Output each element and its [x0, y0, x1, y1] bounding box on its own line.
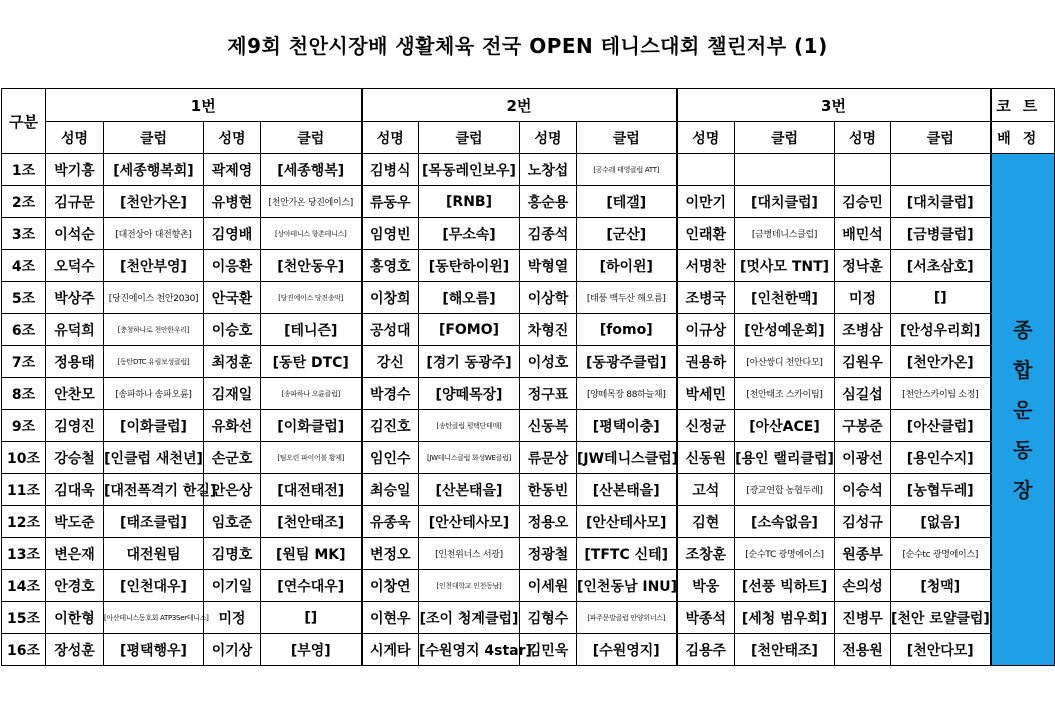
player-club: [양떼목장 88하늘채] — [577, 378, 677, 410]
player-name: 강신 — [362, 346, 419, 378]
name-header: 성명 — [204, 122, 261, 154]
page-title: 제9회 천안시장배 생활체육 전국 OPEN 테니스대회 챌린저부 (1) — [227, 33, 828, 58]
player-name: 박형열 — [520, 250, 577, 282]
player-club: [인천동남 INU] — [577, 570, 677, 602]
player-club: [목동레인보우] — [419, 154, 520, 186]
player-club: [천안태조] — [735, 634, 835, 666]
player-name: 노창섭 — [520, 154, 577, 186]
player-name: 유덕희 — [46, 314, 104, 346]
player-name: 이기일 — [204, 570, 261, 602]
player-club — [891, 154, 991, 186]
name-header: 성명 — [677, 122, 735, 154]
player-name: 이창희 — [362, 282, 419, 314]
player-name: 조병국 — [677, 282, 735, 314]
player-name: 이규상 — [677, 314, 735, 346]
player-name: 박세민 — [677, 378, 735, 410]
player-name: 공성대 — [362, 314, 419, 346]
player-name: 홍영호 — [362, 250, 419, 282]
table-row — [2, 154, 1055, 186]
player-name: 정구표 — [520, 378, 577, 410]
player-name: 류동우 — [362, 186, 419, 218]
player-club: [테니즌] — [261, 314, 362, 346]
player-club: [대전폭격기 한길] — [104, 474, 204, 506]
player-club: [용인수지] — [891, 442, 991, 474]
player-name: 구봉준 — [835, 410, 891, 442]
player-club: [수원영지] — [577, 634, 677, 666]
group-label: 6조 — [2, 314, 46, 346]
court-assign-header-bottom: 배정 — [991, 122, 1055, 154]
player-name: 변은재 — [46, 538, 104, 570]
player-club: [천안 로얄클럽] — [891, 602, 991, 634]
player-club: [용인 랠리클럽] — [735, 442, 835, 474]
club-header: 클럽 — [577, 122, 677, 154]
player-club: [천안태조] — [261, 506, 362, 538]
group-label: 5조 — [2, 282, 46, 314]
player-name: 김민욱 — [520, 634, 577, 666]
player-name: 이세원 — [520, 570, 577, 602]
player-name: 박경수 — [362, 378, 419, 410]
player-club: [금병클럽] — [891, 218, 991, 250]
player-club: [인천위너스 서광] — [419, 538, 520, 570]
player-name: 이기상 — [204, 634, 261, 666]
player-club: [농협두레] — [891, 474, 991, 506]
player-name: 신정균 — [677, 410, 735, 442]
player-club: [금병테니스클럽] — [735, 218, 835, 250]
player-name: 손군호 — [204, 442, 261, 474]
player-club: [양떼목장] — [419, 378, 520, 410]
player-name: 배민석 — [835, 218, 891, 250]
player-club: [인클럽 새천년] — [104, 442, 204, 474]
group-label: 7조 — [2, 346, 46, 378]
table-row — [2, 314, 1055, 346]
player-name: 심길섭 — [835, 378, 891, 410]
table-row — [2, 346, 1055, 378]
player-name: 신동원 — [677, 442, 735, 474]
player-club: [멋사모 TNT] — [735, 250, 835, 282]
player-club: [조이 청계클럽] — [419, 602, 520, 634]
player-name: 김종석 — [520, 218, 577, 250]
player-club: [없음] — [891, 506, 991, 538]
player-club: [세종행복회] — [104, 154, 204, 186]
player-club: [당진에이스 당진송악] — [261, 282, 362, 314]
player-club: [아산쌍디 천안다모] — [735, 346, 835, 378]
player-club: [대전상아 대전향촌] — [104, 218, 204, 250]
player-club: [아산클럽] — [891, 410, 991, 442]
bracket-table — [1, 88, 1055, 666]
player-name: 박종석 — [677, 602, 735, 634]
player-club — [735, 154, 835, 186]
player-name: 박상주 — [46, 282, 104, 314]
player-club: [하이윈] — [577, 250, 677, 282]
club-header: 클럽 — [891, 122, 991, 154]
player-name: 이성호 — [520, 346, 577, 378]
club-header: 클럽 — [261, 122, 362, 154]
court-venue-cell — [991, 154, 1055, 666]
player-name: 손의성 — [835, 570, 891, 602]
player-club: [천안스카이팀 소정] — [891, 378, 991, 410]
player-name: 정용오 — [520, 506, 577, 538]
group-label: 11조 — [2, 474, 46, 506]
player-club: [이화클럽] — [104, 410, 204, 442]
player-club: [동탄 DTC] — [261, 346, 362, 378]
player-name: 곽제영 — [204, 154, 261, 186]
player-club: [소속없음] — [735, 506, 835, 538]
player-club: [세청 범우회] — [735, 602, 835, 634]
player-name: 미정 — [204, 602, 261, 634]
player-name: 고석 — [677, 474, 735, 506]
player-club: [동탄하이윈] — [419, 250, 520, 282]
player-name: 김진호 — [362, 410, 419, 442]
player-club: [인천한맥] — [735, 282, 835, 314]
player-name: 임호준 — [204, 506, 261, 538]
player-club: [아산ACE] — [735, 410, 835, 442]
player-club: [JW테니스클럽] — [577, 442, 677, 474]
player-club: [] — [261, 602, 362, 634]
player-name: 유종욱 — [362, 506, 419, 538]
player-club: [동광주클럽] — [577, 346, 677, 378]
player-name: 강승철 — [46, 442, 104, 474]
player-club: [세종행복] — [261, 154, 362, 186]
player-club: [부영] — [261, 634, 362, 666]
name-header: 성명 — [835, 122, 891, 154]
table-row — [2, 378, 1055, 410]
player-name: 전용원 — [835, 634, 891, 666]
player-club: [] — [891, 282, 991, 314]
player-club: [천안다모] — [891, 634, 991, 666]
player-name — [835, 154, 891, 186]
player-name: 김규문 — [46, 186, 104, 218]
player-club: [대전태전] — [261, 474, 362, 506]
group-label: 8조 — [2, 378, 46, 410]
player-club: [연수대우] — [261, 570, 362, 602]
player-club: [천안가온] — [104, 186, 204, 218]
court-venue-char: 종 — [1013, 317, 1033, 342]
player-name: 최정훈 — [204, 346, 261, 378]
table-row — [2, 634, 1055, 666]
player-club: [서초삼호] — [891, 250, 991, 282]
player-club: [태풍 백두산 해오름] — [577, 282, 677, 314]
player-club: [인천대학교 인천동남] — [419, 570, 520, 602]
table-row — [2, 570, 1055, 602]
player-club: [팀오린 파이어볼 황제] — [261, 442, 362, 474]
player-name: 오덕수 — [46, 250, 104, 282]
group-label: 2조 — [2, 186, 46, 218]
player-name: 조창훈 — [677, 538, 735, 570]
player-club: [fomo] — [577, 314, 677, 346]
player-club: [경기 동광주] — [419, 346, 520, 378]
court-venue-char: 합 — [1013, 357, 1033, 382]
group-label: 3조 — [2, 218, 46, 250]
group-label: 16조 — [2, 634, 46, 666]
player-name: 조병삼 — [835, 314, 891, 346]
court-venue-char: 장 — [1013, 477, 1033, 502]
player-name: 한동빈 — [520, 474, 577, 506]
court-venue-char: 동 — [1013, 437, 1033, 462]
player-name: 안국환 — [204, 282, 261, 314]
player-club: [선풍 빅하트] — [735, 570, 835, 602]
table-row — [2, 410, 1055, 442]
player-name: 홍순용 — [520, 186, 577, 218]
table-row — [2, 218, 1055, 250]
player-club: [산본태을] — [419, 474, 520, 506]
table-row — [2, 538, 1055, 570]
table-row — [2, 602, 1055, 634]
player-name: 김영배 — [204, 218, 261, 250]
court-3-header: 3번 — [677, 89, 991, 122]
player-name: 차형진 — [520, 314, 577, 346]
player-club: [안성예운회] — [735, 314, 835, 346]
player-club: [대치클럽] — [891, 186, 991, 218]
player-name: 이석순 — [46, 218, 104, 250]
player-club: [송탄클럽 평택단테매] — [419, 410, 520, 442]
player-name: 김승민 — [835, 186, 891, 218]
name-header: 성명 — [520, 122, 577, 154]
player-club: [아산테니스동호회 ATP3Ser테니스] — [104, 602, 204, 634]
player-club: [군산] — [577, 218, 677, 250]
player-name: 인래환 — [677, 218, 735, 250]
player-club: [FOMO] — [419, 314, 520, 346]
player-name: 김명호 — [204, 538, 261, 570]
player-name: 변정오 — [362, 538, 419, 570]
player-club: [JW테니스클럽 화성WE클럽] — [419, 442, 520, 474]
player-club: [당진에이스 천안2030] — [104, 282, 204, 314]
player-name: 원종부 — [835, 538, 891, 570]
player-club: [공수레 태영클럽 ATT] — [577, 154, 677, 186]
table-row — [2, 474, 1055, 506]
player-club: [송파하나 오륜클럽] — [261, 378, 362, 410]
club-header: 클럽 — [735, 122, 835, 154]
player-name: 이광선 — [835, 442, 891, 474]
player-club: [순수tc 광명에이스] — [891, 538, 991, 570]
player-club: [안산테사모] — [577, 506, 677, 538]
player-club: [파주문발클럽 안양위너스] — [577, 602, 677, 634]
bracket-body — [2, 154, 1055, 666]
name-header: 성명 — [362, 122, 419, 154]
player-name: 유화선 — [204, 410, 261, 442]
player-club: [TFTC 신테] — [577, 538, 677, 570]
player-club: [평택이충] — [577, 410, 677, 442]
player-name: 미정 — [835, 282, 891, 314]
player-name: 박기흥 — [46, 154, 104, 186]
player-name: 김영진 — [46, 410, 104, 442]
player-club: [상아테니스 향촌테니스] — [261, 218, 362, 250]
player-name: 안찬모 — [46, 378, 104, 410]
group-label: 15조 — [2, 602, 46, 634]
player-name: 권용하 — [677, 346, 735, 378]
player-club: [무소속] — [419, 218, 520, 250]
name-header: 성명 — [46, 122, 104, 154]
player-club: [광교연합 농협두레] — [735, 474, 835, 506]
player-name: 김형수 — [520, 602, 577, 634]
player-club: [대치클럽] — [735, 186, 835, 218]
player-name: 이한형 — [46, 602, 104, 634]
player-club: [천안동우] — [261, 250, 362, 282]
group-label: 10조 — [2, 442, 46, 474]
player-name: 이상학 — [520, 282, 577, 314]
court-venue-char: 운 — [1013, 397, 1033, 422]
player-club: [충청하나로 천안한우리] — [104, 314, 204, 346]
player-name: 안경호 — [46, 570, 104, 602]
player-club: [안성우리회] — [891, 314, 991, 346]
player-club: [산본태을] — [577, 474, 677, 506]
player-club: [천안가온] — [891, 346, 991, 378]
player-club: [동탄DTC 유림보성클럽] — [104, 346, 204, 378]
player-name: 김원우 — [835, 346, 891, 378]
player-name — [677, 154, 735, 186]
player-club: [RNB] — [419, 186, 520, 218]
group-label: 12조 — [2, 506, 46, 538]
player-club: [인천대우] — [104, 570, 204, 602]
player-club: [천안부영] — [104, 250, 204, 282]
court-2-header: 2번 — [362, 89, 677, 122]
player-name: 최승일 — [362, 474, 419, 506]
player-club: [이화클럽] — [261, 410, 362, 442]
player-name: 이창연 — [362, 570, 419, 602]
player-name: 김병식 — [362, 154, 419, 186]
table-row — [2, 250, 1055, 282]
player-name: 이승석 — [835, 474, 891, 506]
player-name: 장성훈 — [46, 634, 104, 666]
group-header: 구분 — [2, 89, 46, 154]
player-name: 정용태 — [46, 346, 104, 378]
player-club: [청맥] — [891, 570, 991, 602]
player-club: [해오름] — [419, 282, 520, 314]
player-name: 김현 — [677, 506, 735, 538]
player-name: 정광철 — [520, 538, 577, 570]
player-name: 시게타 — [362, 634, 419, 666]
player-club: [평택행우] — [104, 634, 204, 666]
player-name: 이만기 — [677, 186, 735, 218]
player-club: 대전원팀 — [104, 538, 204, 570]
club-header: 클럽 — [104, 122, 204, 154]
player-name: 서명찬 — [677, 250, 735, 282]
player-name: 김용주 — [677, 634, 735, 666]
table-row — [2, 186, 1055, 218]
player-name: 진병무 — [835, 602, 891, 634]
player-name: 김재일 — [204, 378, 261, 410]
player-club: [원팀 MK] — [261, 538, 362, 570]
player-club: [안산테사모] — [419, 506, 520, 538]
player-name: 이응환 — [204, 250, 261, 282]
player-club: [태조클럽] — [104, 506, 204, 538]
player-name: 이승호 — [204, 314, 261, 346]
player-club: [수원영지 4star] — [419, 634, 520, 666]
court-assign-header-top: 코트 — [991, 89, 1055, 122]
player-name: 유병현 — [204, 186, 261, 218]
player-name: 박웅 — [677, 570, 735, 602]
club-header: 클럽 — [419, 122, 520, 154]
court-1-header: 1번 — [46, 89, 362, 122]
table-row — [2, 506, 1055, 538]
player-name: 류문상 — [520, 442, 577, 474]
table-row — [2, 282, 1055, 314]
player-name: 신동복 — [520, 410, 577, 442]
group-label: 13조 — [2, 538, 46, 570]
group-label: 9조 — [2, 410, 46, 442]
player-club: [송파하나 송파오륜] — [104, 378, 204, 410]
group-label: 4조 — [2, 250, 46, 282]
player-club: [순수TC 광명에이스] — [735, 538, 835, 570]
player-name: 안은상 — [204, 474, 261, 506]
player-name: 이현우 — [362, 602, 419, 634]
player-club: [천안태조 스카이팀] — [735, 378, 835, 410]
player-name: 박도준 — [46, 506, 104, 538]
player-name: 임영빈 — [362, 218, 419, 250]
table-row — [2, 442, 1055, 474]
group-label: 1조 — [2, 154, 46, 186]
player-name: 김성규 — [835, 506, 891, 538]
player-club: [천안가온 당진에이스] — [261, 186, 362, 218]
player-name: 정낙훈 — [835, 250, 891, 282]
player-club: [테갤] — [577, 186, 677, 218]
group-label: 14조 — [2, 570, 46, 602]
player-name: 김대욱 — [46, 474, 104, 506]
player-name: 임인수 — [362, 442, 419, 474]
